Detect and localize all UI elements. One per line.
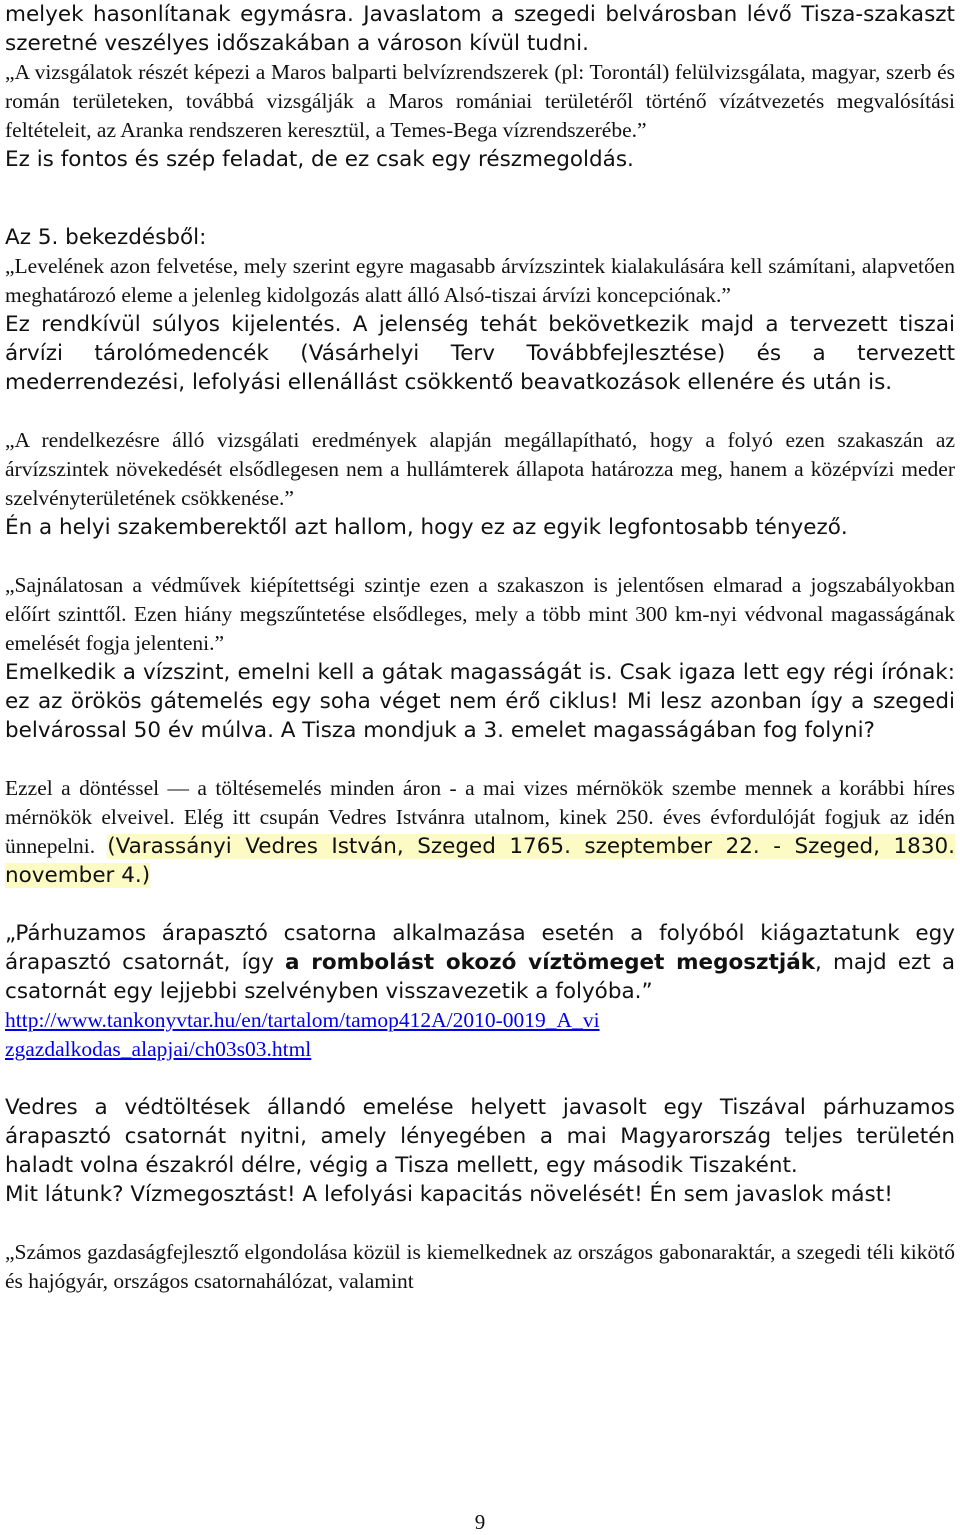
vedres-text: Ezzel a döntéssel — a töltésemelés minden áron - a mai vizes mérnökök szembe mennek a korábbi híres mérnökök elveivel. Elég itt csupán Vedres Istvánra utalnom, kinek 250. éves évfordulóját fogjuk az idén ünnepelni. xyxy=(5,776,955,858)
source-link[interactable]: http://www.tankonyvtar.hu/en/tartalom/tamop412A/2010-0019_A_vizgazdalkodas_alapjai/ch03s03.html xyxy=(5,1008,600,1061)
comment-partial-solution: Ez is fontos és szép feladat, de ez csak egy részmegoldás. xyxy=(5,147,634,172)
spacer xyxy=(5,745,955,774)
spacer xyxy=(5,397,955,426)
spacer xyxy=(5,1064,955,1093)
page-number: 9 xyxy=(474,1510,486,1534)
section-heading: Az 5. bekezdésből: xyxy=(5,225,207,250)
relief-quote-end: , majd ezt a csatornát egy lejjebbi szelvényben visszavezetik a folyóba.” xyxy=(5,950,955,1004)
document-page xyxy=(5,0,955,1296)
comment-serious-statement: Ez rendkívül súlyos kijelentés. A jelenség tehát bekövetkezik majd a tervezett tiszai árvízi tárolómedencék (Vásárhelyi Terv Továbbfejlesztése) és a tervezett mederrendezési, lefolyási ellenállást csökkentő beavatkozások ellenére és után is. xyxy=(5,312,955,395)
spacer xyxy=(5,174,955,203)
spacer xyxy=(5,1209,955,1238)
spacer xyxy=(5,890,955,919)
spacer xyxy=(5,542,955,571)
spacer xyxy=(5,203,955,223)
quote-economic-ideas: „Számos gazdaságfejlesztő elgondolása közül is kiemelkednek az országos gabonaraktár, a szegedi téli kikötő és hajógyár, országos csatornahálózat, valamint xyxy=(5,1240,955,1293)
quote-maros: „A vizsgálatok részét képezi a Maros balparti belvízrendszerek (pl: Torontál) felülvizsgálata, magyar, szerb és román területeken, továbbá vizsgálják a Maros romániai területéről történő vízátvezetés megvalósítási feltételeit, az Aranka rendszeren keresztül, a Temes-Bega vízrendszerébe.” xyxy=(5,60,955,142)
relief-quote-bold: a rombolást okozó víztömeget megosztják xyxy=(285,950,816,975)
comment-local-experts: Én a helyi szakemberektől azt hallom, hogy ez az egyik legfontosabb tényező. xyxy=(5,515,848,540)
quote-flood-levels: „Levelének azon felvetése, mely szerint egyre magasabb árvízszintek kialakulására kell számítani, alapvetően meghatározó eleme a jelenleg kidolgozás alatt álló Alsó-tiszai árvízi koncepciónak.” xyxy=(5,254,955,307)
quote-relief-channel xyxy=(5,919,955,1006)
paragraph-intro: melyek hasonlítanak egymásra. Javaslatom a szegedi belvárosban lévő Tisza-szakaszt szeretné veszélyes időszakában a városon kívül tudni. xyxy=(5,2,955,56)
comment-water-sharing: Mit látunk? Vízmegosztást! A lefolyási kapacitás növelését! Én sem javaslok mást! xyxy=(5,1182,893,1207)
quote-riverbed: „A rendelkezésre álló vizsgálati eredmények alapján megállapítható, hogy a folyó ezen szakaszán az árvízszintek növekedését elsődlegesen nem a hullámterek állapota határozza meg, hanem a középvízi meder szelvényterületének csökkenése.” xyxy=(5,428,955,510)
vedres-dates-highlight: (Varassányi Vedres István, Szeged 1765. szeptember 22. - Szeged, 1830. november 4.) xyxy=(5,834,956,888)
paragraph-vedres-proposal: Vedres a védtöltések állandó emelése helyett javasolt egy Tiszával párhuzamos árapasztó csatornát nyitni, amely lényegében a mai Magyarország teljes területén haladt volna északról délre, végig a Tisza mellett, egy második Tiszaként. xyxy=(5,1095,955,1178)
quote-levees: „Sajnálatosan a védművek kiépítettségi szintje ezen a szakaszon is jelentősen elmarad a jogszabályokban előírt szinttől. Ezen hiány megszűntetése elsődleges, mely a több mint 300 km-nyi védvonal magasságának emelését fogja jelenteni.” xyxy=(5,573,955,655)
source-link-line xyxy=(5,1006,605,1064)
paragraph-vedres xyxy=(5,774,955,890)
relief-quote-start: „Párhuzamos árapasztó csatorna alkalmazása esetén a folyóból kiágaztatunk egy árapasztó csatornát, így xyxy=(5,921,955,975)
comment-dam-raising: Emelkedik a vízszint, emelni kell a gátak magasságát is. Csak igaza lett egy régi írónak: ez az örökös gátemelés egy soha véget nem érő ciklus! Mi lesz azonban így a szegedi belvárossal 50 év múlva. A Tisza mondjuk a 3. emelet magasságában fog folyni? xyxy=(5,660,955,743)
